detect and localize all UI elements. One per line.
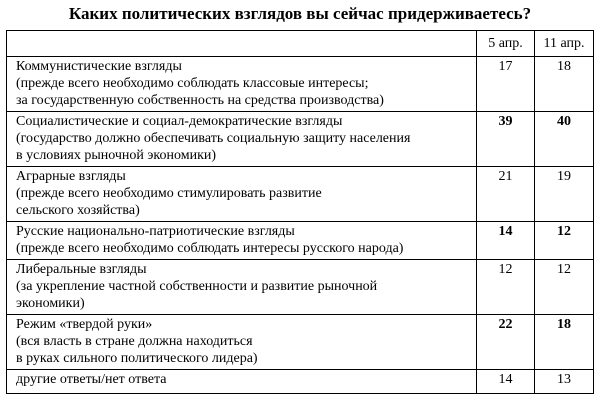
answer-label: Русские национально-патриотические взгляды	[16, 224, 295, 239]
answer-description-line-2: в условиях рыночной экономики)	[16, 148, 217, 163]
table-row	[7, 57, 594, 112]
table-row	[7, 222, 594, 260]
value-apr5: 39	[477, 112, 535, 167]
answer-description-line-2: в руках сильного политического лидера)	[16, 351, 258, 366]
value-apr5: 14	[477, 222, 535, 260]
answer-label: Режим «твердой руки»	[16, 317, 153, 332]
value-apr11: 12	[535, 222, 594, 260]
answer-description-line-1: (прежде всего необходимо соблюдать интересы русского народа)	[16, 241, 404, 256]
column-header-apr5: 5 апр.	[477, 31, 535, 57]
value-apr11: 18	[535, 315, 594, 370]
answer-description-line-2: сельского хозяйства)	[16, 203, 140, 218]
value-apr5: 14	[477, 370, 535, 394]
answer-description-line-2: экономики)	[16, 296, 85, 311]
column-header-apr11: 11 апр.	[535, 31, 594, 57]
answer-label: Коммунистические взгляды	[16, 59, 182, 74]
value-apr5: 12	[477, 260, 535, 315]
answer-description-line-2: за государственную собственность на средства производства)	[16, 93, 384, 108]
answer-cell	[7, 315, 477, 370]
survey-table	[6, 30, 594, 394]
answer-label: другие ответы/нет ответа	[16, 372, 167, 387]
header-question-cell	[7, 31, 477, 57]
value-apr11: 18	[535, 57, 594, 112]
answer-label: Либеральные взгляды	[16, 262, 147, 277]
answer-description-line-1: (вся власть в стране должна находиться	[16, 334, 253, 349]
answer-cell	[7, 112, 477, 167]
answer-cell	[7, 222, 477, 260]
answer-description-line-1: (за укрепление частной собственности и развитие рыночной	[16, 279, 378, 294]
answer-label: Аграрные взгляды	[16, 169, 126, 184]
answer-cell	[7, 370, 477, 394]
answer-label: Социалистические и социал-демократические взгляды	[16, 114, 343, 129]
answer-cell	[7, 260, 477, 315]
value-apr11: 12	[535, 260, 594, 315]
table-header-row	[7, 31, 594, 57]
value-apr5: 17	[477, 57, 535, 112]
page-title: Каких политических взглядов вы сейчас придерживаетесь?	[68, 4, 532, 23]
value-apr11: 40	[535, 112, 594, 167]
value-apr11: 19	[535, 167, 594, 222]
table-row	[7, 315, 594, 370]
table-row	[7, 112, 594, 167]
value-apr5: 21	[477, 167, 535, 222]
value-apr11: 13	[535, 370, 594, 394]
table-row	[7, 167, 594, 222]
value-apr5: 22	[477, 315, 535, 370]
answer-cell	[7, 57, 477, 112]
answer-description-line-1: (государство должно обеспечивать социальную защиту населения	[16, 131, 411, 146]
answer-cell	[7, 167, 477, 222]
table-row-other	[7, 370, 594, 394]
answer-description-line-1: (прежде всего необходимо стимулировать развитие	[16, 186, 322, 201]
table-row	[7, 260, 594, 315]
answer-description-line-1: (прежде всего необходимо соблюдать классовые интересы;	[16, 76, 369, 91]
